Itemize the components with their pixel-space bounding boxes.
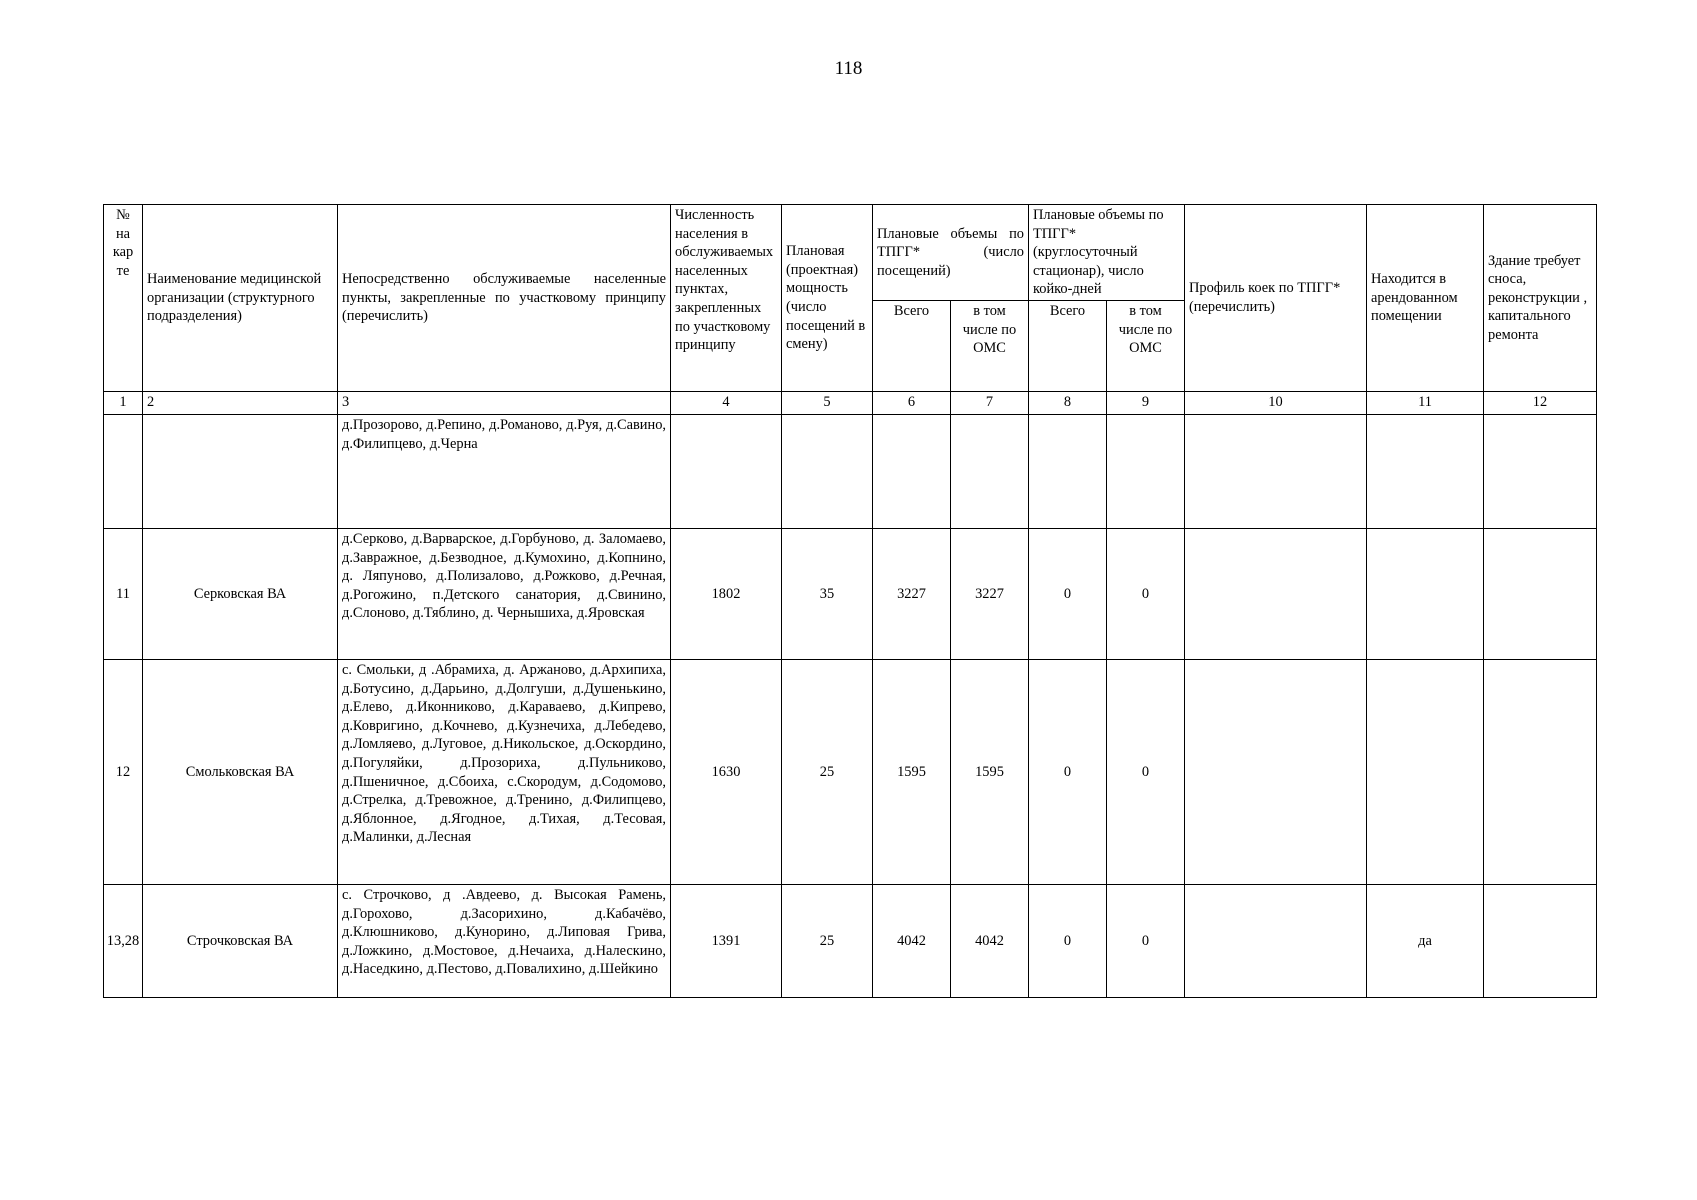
header-organization-name: Наименование медицинской организации (структурного подразделения) [143, 205, 338, 392]
column-number: 2 [143, 391, 338, 414]
column-number: 7 [951, 391, 1029, 414]
row-repair [1484, 659, 1597, 884]
table-row [104, 528, 1597, 659]
row-beds-total [1029, 414, 1107, 528]
header-rented: Находится в арендованном помещении [1367, 205, 1484, 392]
header-group-stationary: Плановые объемы по ТПГГ* (круглосуточный стационар), число койко-дней [1029, 205, 1185, 301]
row-visits-oms: 1595 [951, 659, 1029, 884]
row-repair [1484, 414, 1597, 528]
table-row [104, 884, 1597, 997]
row-rented: да [1367, 884, 1484, 997]
row-visits-oms: 3227 [951, 528, 1029, 659]
column-number: 5 [782, 391, 873, 414]
row-rented [1367, 528, 1484, 659]
header-bed-profile: Профиль коек по ТПГГ* (перечислить) [1185, 205, 1367, 392]
row-beds-oms: 0 [1107, 528, 1185, 659]
row-settlements: д.Прозорово, д.Репино, д.Романово, д.Руя, д.Савино, д.Филипцево, д.Черна [338, 414, 671, 528]
header-visits-total: Всего [873, 300, 951, 391]
page-number: 118 [834, 58, 863, 79]
row-visits-total [873, 414, 951, 528]
row-beds-total: 0 [1029, 528, 1107, 659]
row-capacity: 25 [782, 659, 873, 884]
row-bed-profile [1185, 528, 1367, 659]
row-beds-oms: 0 [1107, 884, 1185, 997]
header-beds-total: Всего [1029, 300, 1107, 391]
row-settlements: с. Строчково, д .Авдеево, д. Высокая Рамень, д.Горохово, д.Засорихино, д.Кабачёво, д.Клюшниково, д.Кунорино, д.Липовая Грива, д.Ложкино, д.Мостовое, д.Нечаиха, д.Налескино, д.Наседкино, д.Пестово, д.Повалихино, д.Шейкино [338, 884, 671, 997]
header-population: Численность населения в обслуживаемых населенных пунктах, закрепленных по участковому принципу [671, 205, 782, 392]
row-map-number [104, 414, 143, 528]
row-map-number: 13,28 [104, 884, 143, 997]
column-number: 12 [1484, 391, 1597, 414]
column-number: 3 [338, 391, 671, 414]
column-number: 4 [671, 391, 782, 414]
header-map-number: № на кар те [104, 205, 143, 392]
row-rented [1367, 659, 1484, 884]
row-population: 1391 [671, 884, 782, 997]
header-capacity: Плановая (проектная) мощность (число посещений в смену) [782, 205, 873, 392]
row-bed-profile [1185, 414, 1367, 528]
row-settlements: с. Смольки, д .Абрамиха, д. Аржаново, д.Архипиха, д.Ботусино, д.Дарьино, д.Долгуши, д.Душенькино, д.Елево, д.Иконниково, д.Караваево, д.Кипрево, д.Ковригино, д.Кочнево, д.Кузнечиха, д.Лебедево, д.Ломляево, д.Луговое, д.Никольское, д.Оскордино, д.Погуляйки, д.Прозориха, д.Пульниково, д.Пшеничное, д.Сбоиха, с.Скородум, д.Содомово, д.Стрелка, д.Тревожное, д.Тренино, д.Филипцево, д.Яблонное, д.Ягодное, д.Тихая, д.Тесовая, д.Малинки, д.Лесная [338, 659, 671, 884]
row-visits-oms [951, 414, 1029, 528]
column-number: 11 [1367, 391, 1484, 414]
row-population: 1802 [671, 528, 782, 659]
row-beds-total: 0 [1029, 659, 1107, 884]
column-number: 1 [104, 391, 143, 414]
column-number: 9 [1107, 391, 1185, 414]
row-organization-name: Серковская ВА [143, 528, 338, 659]
row-bed-profile [1185, 659, 1367, 884]
row-bed-profile [1185, 884, 1367, 997]
header-row-1 [104, 205, 1597, 301]
row-organization-name [143, 414, 338, 528]
row-repair [1484, 528, 1597, 659]
row-settlements: д.Серково, д.Варварское, д.Горбуново, д. Заломаево, д.Завражное, д.Безводное, д.Кумохино, д.Копнино, д. Ляпуново, д.Полизалово, д.Рожково, д.Речная, д.Рогожино, п.Детского санатория, д.Свинино, д.Слоново, д.Тяблино, д. Чернышиха, д.Яровская [338, 528, 671, 659]
row-repair [1484, 884, 1597, 997]
header-settlements: Непосредственно обслуживаемые населенные пункты, закрепленные по участковому принципу (перечислить) [338, 205, 671, 392]
table-row [104, 659, 1597, 884]
column-number-row [104, 391, 1597, 414]
header-repair: Здание требует сноса, реконструкции , капитального ремонта [1484, 205, 1597, 392]
row-visits-oms: 4042 [951, 884, 1029, 997]
row-beds-total: 0 [1029, 884, 1107, 997]
row-map-number: 11 [104, 528, 143, 659]
row-capacity: 35 [782, 528, 873, 659]
row-capacity [782, 414, 873, 528]
row-visits-total: 1595 [873, 659, 951, 884]
table-row [104, 414, 1597, 528]
row-rented [1367, 414, 1484, 528]
row-beds-oms: 0 [1107, 659, 1185, 884]
row-capacity: 25 [782, 884, 873, 997]
header-visits-oms: в том числе по ОМС [951, 300, 1029, 391]
row-organization-name: Смольковская ВА [143, 659, 338, 884]
row-organization-name: Строчковская ВА [143, 884, 338, 997]
row-visits-total: 3227 [873, 528, 951, 659]
row-population [671, 414, 782, 528]
column-number: 6 [873, 391, 951, 414]
header-beds-oms: в том числе по ОМС [1107, 300, 1185, 391]
row-population: 1630 [671, 659, 782, 884]
medical-organizations-table [103, 204, 1597, 998]
row-map-number: 12 [104, 659, 143, 884]
row-beds-oms [1107, 414, 1185, 528]
header-group-visits: Плановые объемы по ТПГГ* (число посещений) [873, 205, 1029, 301]
row-visits-total: 4042 [873, 884, 951, 997]
column-number: 8 [1029, 391, 1107, 414]
column-number: 10 [1185, 391, 1367, 414]
